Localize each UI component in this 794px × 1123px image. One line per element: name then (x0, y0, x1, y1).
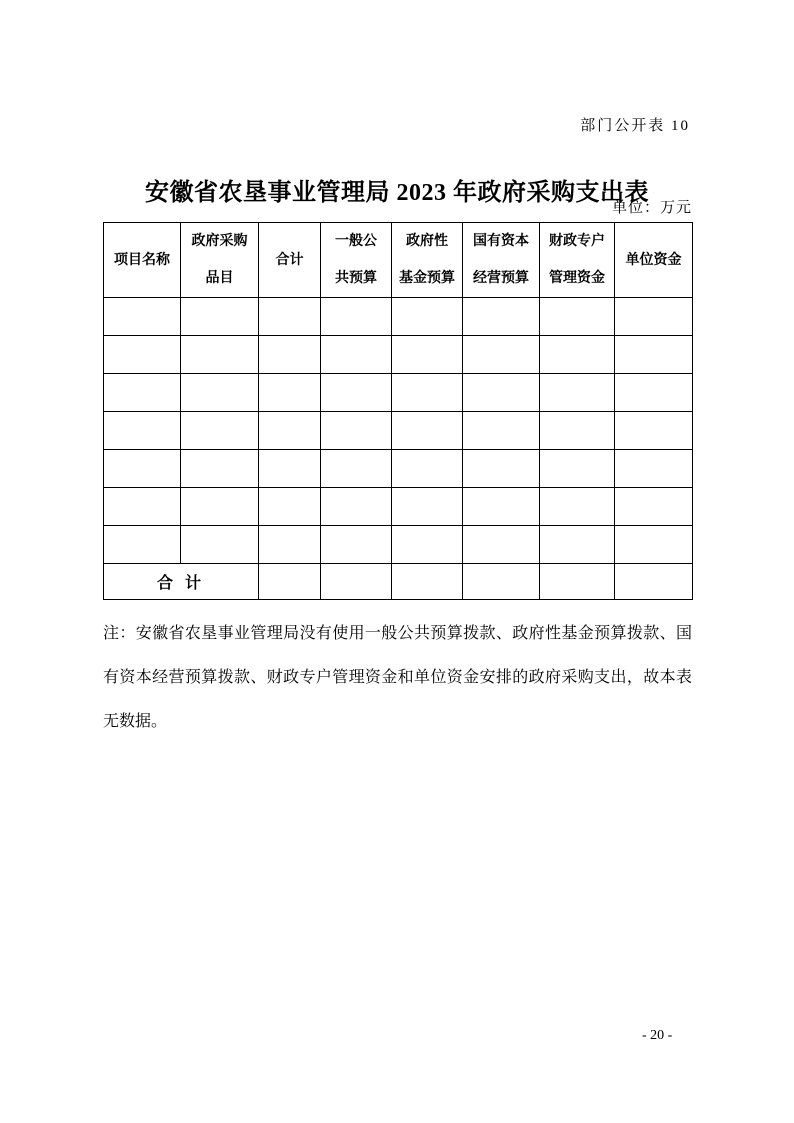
empty-cell (104, 336, 181, 374)
unit-label: 单位：万元 (611, 200, 692, 216)
empty-cell (392, 412, 463, 450)
empty-data-row (104, 526, 693, 564)
empty-cell (463, 298, 540, 336)
note-line: 无数据。 (103, 713, 168, 730)
total-row (104, 564, 693, 600)
empty-cell (321, 488, 392, 526)
note-line: 注：安徽省农垦事业管理局没有使用一般公共预算拨款、政府性基金预算拨款、国 (103, 625, 692, 642)
empty-cell (259, 412, 321, 450)
empty-cell (104, 450, 181, 488)
col-header-project-name: 项目名称 (104, 223, 181, 298)
empty-cell (463, 374, 540, 412)
empty-cell (259, 526, 321, 564)
empty-cell (540, 336, 615, 374)
empty-cell (321, 298, 392, 336)
empty-cell (321, 450, 392, 488)
empty-cell (615, 374, 693, 412)
empty-cell (104, 412, 181, 450)
empty-data-row (104, 336, 693, 374)
empty-cell (392, 336, 463, 374)
empty-cell (540, 450, 615, 488)
total-cell-total (259, 564, 321, 600)
procurement-table (103, 222, 693, 600)
empty-cell (615, 336, 693, 374)
empty-cell (181, 298, 259, 336)
total-cell-state-capital-budget (463, 564, 540, 600)
empty-cell (181, 374, 259, 412)
empty-data-row (104, 488, 693, 526)
empty-cell (181, 336, 259, 374)
empty-cell (463, 412, 540, 450)
col-header-state-capital-budget: 国有资本 经营预算 (463, 223, 540, 298)
total-cell-general-public-budget (321, 564, 392, 600)
empty-cell (615, 488, 693, 526)
empty-cell (392, 526, 463, 564)
empty-cell (463, 336, 540, 374)
table-note (103, 612, 692, 744)
empty-cell (104, 488, 181, 526)
empty-data-row (104, 298, 693, 336)
empty-cell (615, 526, 693, 564)
empty-cell (463, 526, 540, 564)
total-row-label: 合 计 (104, 564, 259, 600)
empty-data-row (104, 374, 693, 412)
empty-cell (259, 336, 321, 374)
total-cell-unit-funds (615, 564, 693, 600)
col-header-govt-fund-budget: 政府性 基金预算 (392, 223, 463, 298)
empty-data-row (104, 450, 693, 488)
empty-cell (104, 298, 181, 336)
col-header-fiscal-special-account: 财政专户 管理资金 (540, 223, 615, 298)
empty-cell (321, 374, 392, 412)
empty-cell (540, 298, 615, 336)
empty-cell (259, 298, 321, 336)
col-header-general-public-budget: 一般公 共预算 (321, 223, 392, 298)
col-header-unit-funds: 单位资金 (615, 223, 693, 298)
empty-cell (104, 374, 181, 412)
empty-cell (181, 450, 259, 488)
page-number: - 20 - (642, 1028, 673, 1043)
empty-cell (181, 488, 259, 526)
empty-cell (392, 374, 463, 412)
empty-cell (540, 374, 615, 412)
empty-cell (615, 298, 693, 336)
note-line: 有资本经营预算拨款、财政专户管理资金和单位资金安排的政府采购支出，故本表 (103, 669, 692, 686)
empty-cell (540, 526, 615, 564)
empty-cell (321, 526, 392, 564)
empty-cell (104, 526, 181, 564)
empty-cell (321, 336, 392, 374)
empty-cell (181, 412, 259, 450)
empty-data-row (104, 412, 693, 450)
empty-cell (463, 488, 540, 526)
empty-cell (392, 298, 463, 336)
total-cell-fiscal-special-account (540, 564, 615, 600)
empty-cell (463, 450, 540, 488)
empty-cell (181, 526, 259, 564)
empty-cell (259, 488, 321, 526)
empty-cell (615, 412, 693, 450)
empty-cell (321, 412, 392, 450)
page-title: 安徽省农垦事业管理局 2023 年政府采购支出表 (145, 180, 649, 207)
doc-label: 部门公开表 10 (580, 118, 690, 134)
total-cell-govt-fund-budget (392, 564, 463, 600)
col-header-procurement-item: 政府采购 品目 (181, 223, 259, 298)
empty-cell (259, 374, 321, 412)
empty-cell (392, 488, 463, 526)
empty-cell (540, 412, 615, 450)
empty-cell (540, 488, 615, 526)
empty-cell (615, 450, 693, 488)
empty-cell (392, 450, 463, 488)
empty-cell (259, 450, 321, 488)
table-header-row (104, 223, 693, 298)
col-header-total: 合计 (259, 223, 321, 298)
